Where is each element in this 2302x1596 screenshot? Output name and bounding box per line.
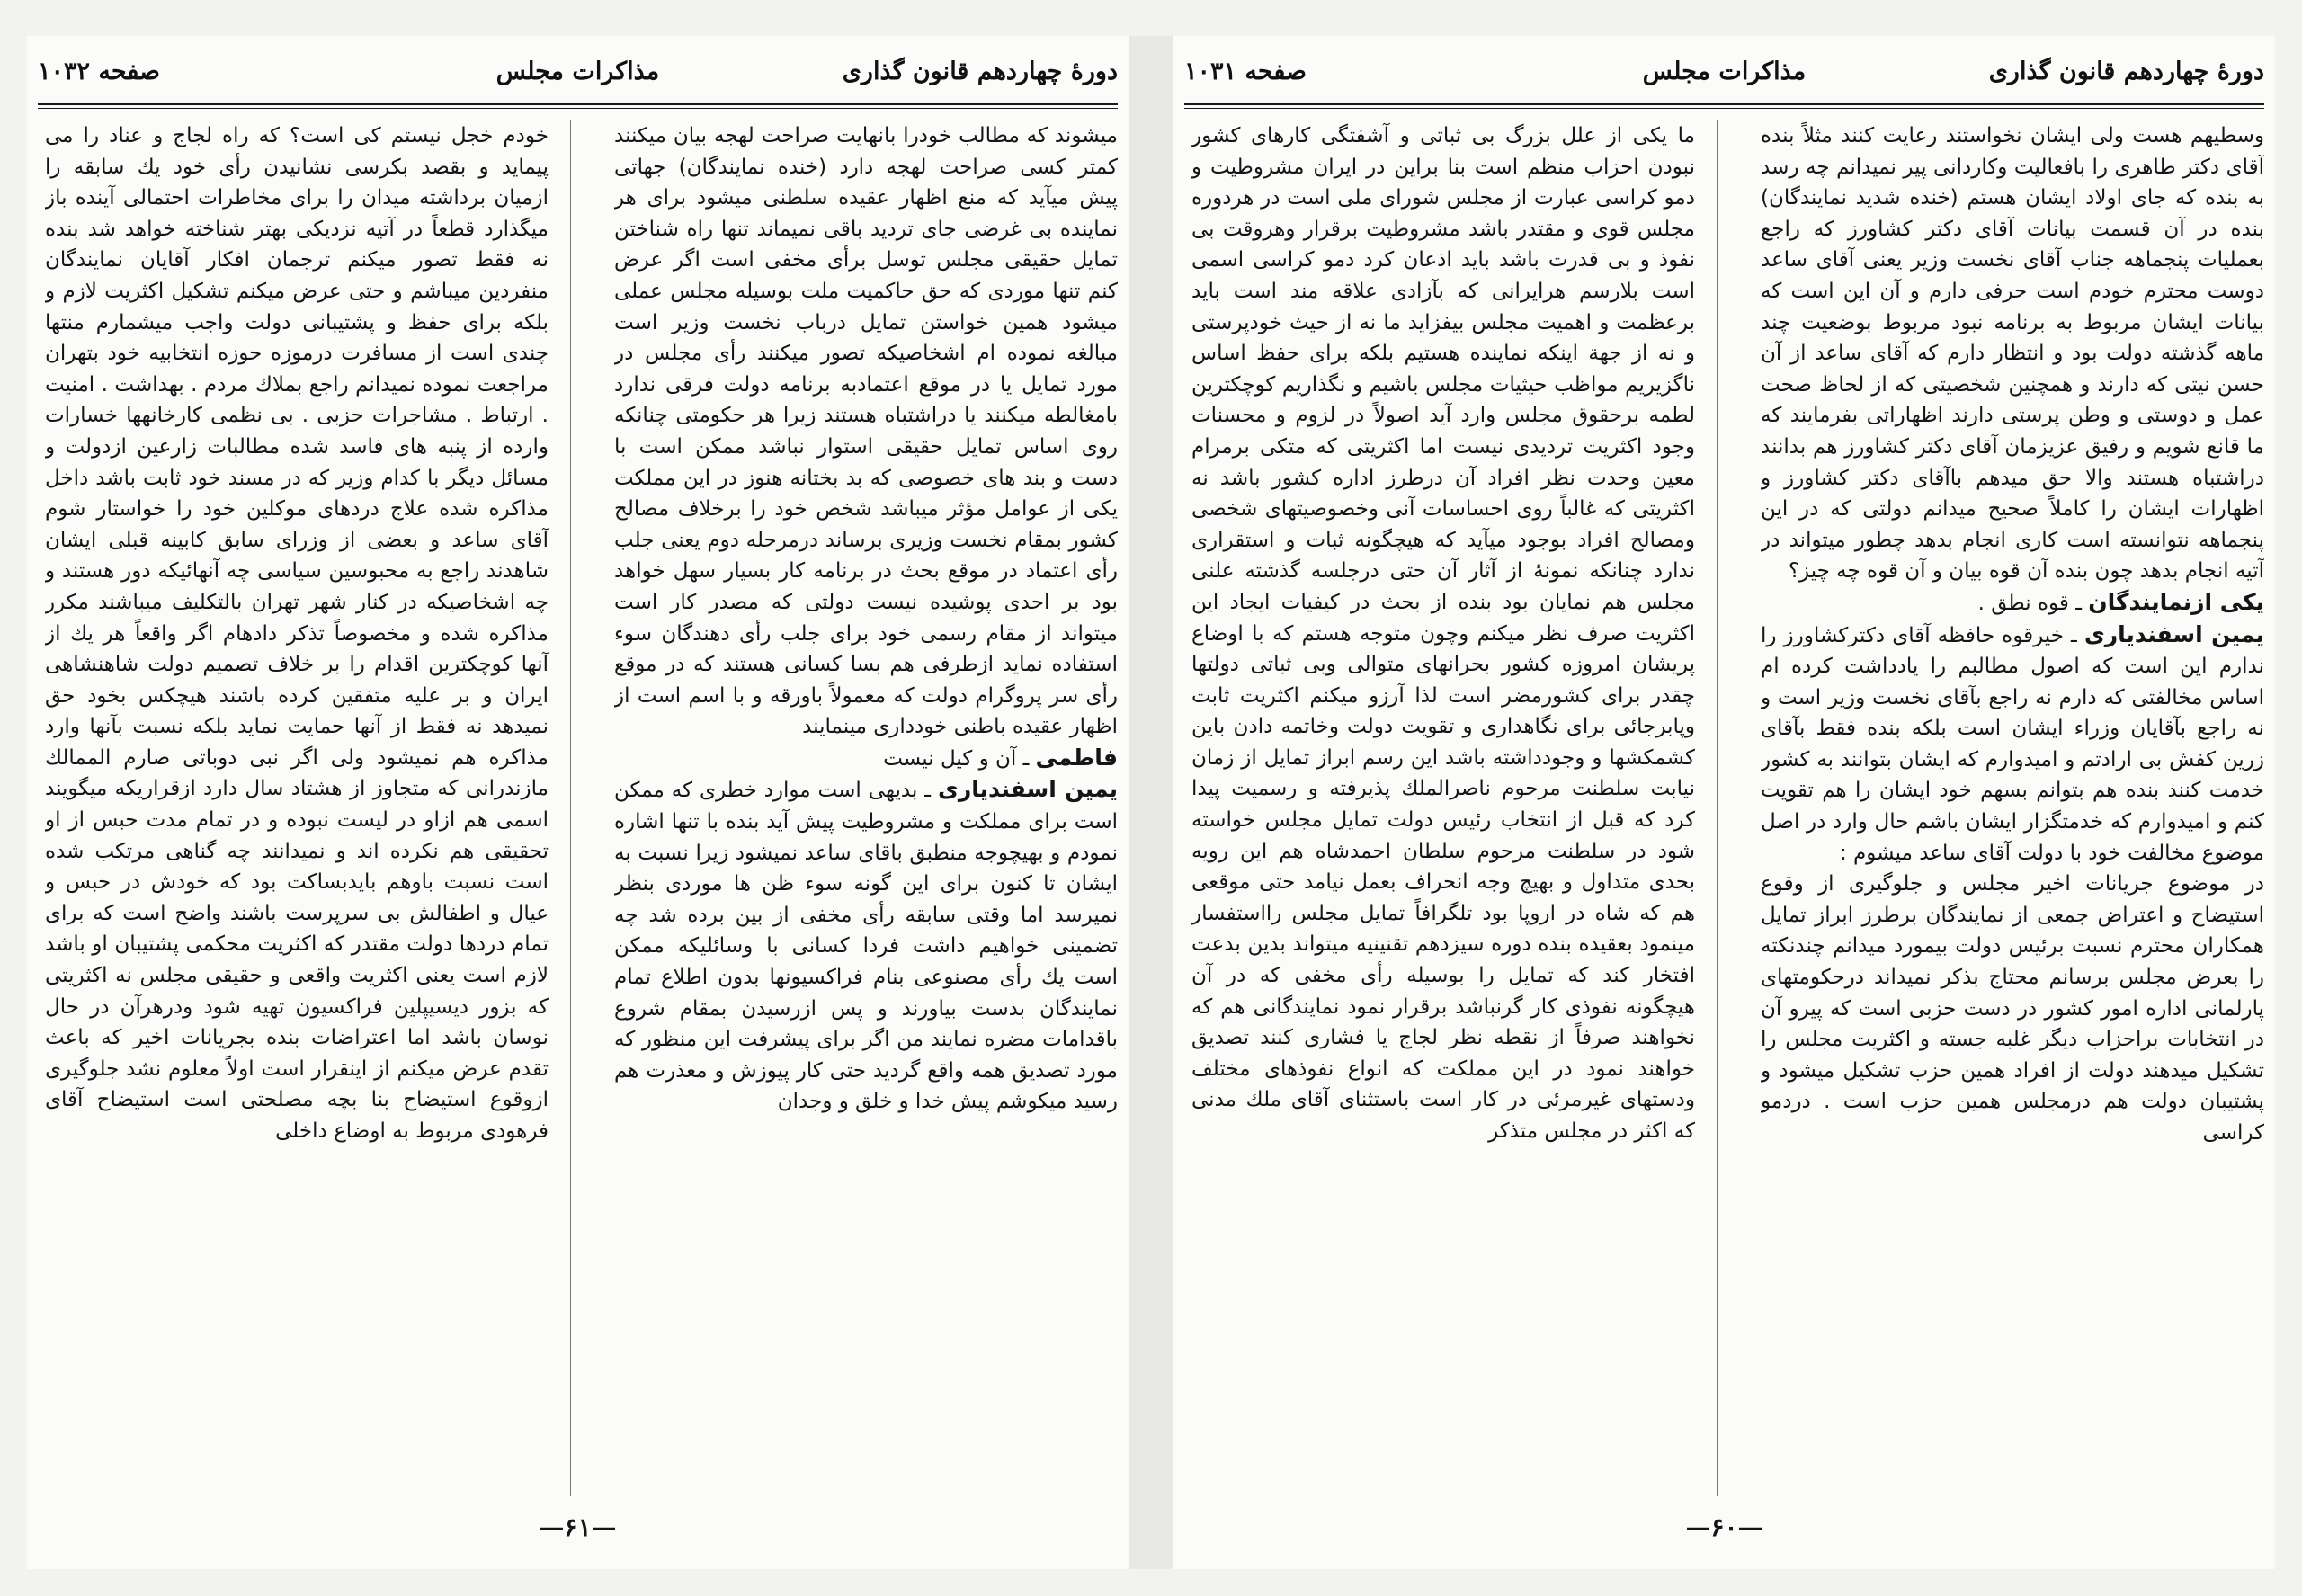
- speech-text: ـ آن و کیل نیست: [883, 746, 1030, 771]
- session-title: دورهٔ چهاردهم قانون گذاری: [1988, 58, 2264, 85]
- running-head: [38, 49, 1118, 97]
- paragraph: ما یکی از علل بزرگ بی ثباتی و آشفتگی کارهای کشور نبودن احزاب منظم است بنا براین در ایران مشروطیت و دمو کراسی عبارت از مجلس شورای ملی است در هردوره مجلس قوی و مقتدر باشد مشروطیت برقرار وهروقت بی نفوذ و بی قدرت باشد باید اذعان کرد دمو کراسی اسمی است بلارسم هرایرانی که بآزادی علاقه مند است باید برعظمت و اهمیت مجلس بیفزاید ما نه از حیث خودپرستی و نه از جهة اینکه نماینده هستیم بلکه برای حفظ اساس ناگزیریم مواظب حیثیات مجلس باشیم و نگذاریم کوچکترین لطمه برحقوق مجلس وارد آید اصولاً در لزوم و محسنات وجود اکثریت تردیدی نیست اما اکثریتی که متکی برمرام معین وحدت نظر افراد آن درطرز اداره کشور باشد نه اکثریتی که غالباً روی احساسات آنی وخصوصیتهای شخصی ومصالح افراد بوجود میآید که هیچگونه ثبات و استقراری ندارد چنانکه نمونهٔ از آثار آن حتی درجلسه گذشته علنی مجلس هم نمایان بود بنده از بحث در کیفیات ایجاد این اکثریت صرف نظر میکنم وچون متوجه هستم که با اوضاع پریشان امروزه کشور بحرانهای متوالی وبی ثباتی دولتها چقدر برای کشورمضر است لذا آرزو میکنم اکثریت ثابت وپابرجائی برای نگاهداری و تقویت دولت وخاتمه دادن باین کشمکشها و وجودداشته باشد این رسم ابراز تمایل از زمان نیابت سلطنت مرحوم ناصرالملك پذیرفته و رسمیت پیدا کرد که قبل از انتخاب رئیس دولت تمایل مجلس خواسته شود در سلطنت مرحوم سلطان احمدشاه هم این رویه بحدی متداول و بهیچ وجه انحراف بعمل نیامد حتی موقعی هم که شاه در اروپا بود تلگرافاً تمایل مجلس رااستفسار مینمود بعقیده بنده دوره سیزدهم تقنینیه میتواند بدین بدعت افتخار کند که تمایل را بوسیله رأی مخفی که در آن هیچگونه نفوذی کار گرنباشد برقرار نمود نمایندگانی هم که نخواهند صرفاً از نقطه نظر لجاج یا فشاری کنند تصدیق خواهند نمود در این مملکت که انواع نفوذهای مختلف ودستهای غیرمرئی در کار است باستثنای آقای ملك مدنی که اکثر در مجلس متذکر: [1191, 124, 1695, 1143]
- speaker-line: [1761, 587, 2264, 620]
- header-rule: [38, 103, 1118, 109]
- session-title: دورهٔ چهاردهم قانون گذاری: [842, 58, 1118, 85]
- text-column-right: [614, 120, 1118, 1496]
- page-number-label: صفحه ۱۰۳۲: [38, 58, 160, 85]
- text-column-left: [1191, 120, 1695, 1496]
- text-column-right: [1761, 120, 2264, 1496]
- paragraph: وسطیهم هست ولی ایشان نخواستند رعایت کنند مثلاً بنده آقای دکتر طاهری را بافعالیت وکاردانی پیر نمیدانم چه رسد به بنده که جای اولاد ایشان هستم (خنده شدید نمایندگان) بنده در آن قسمت بیانات آقای دکتر کشاورز که راجع بعملیات پنجماهه جناب آقای نخست وزیر یعنی آقای ساعد دوست محترم خودم است حرفی دارم و آن این است که بیانات ایشان مربوط به برنامه نبود مربوط بوضعیت چند ماهه گذشته دولت بود و انتظار دارم که آقای ساعد از آن حسن نیتی که دارند و همچنین شخصیتی که از لحاظ صحت عمل و دوستی و وطن پرستی دارند اظهاراتی بفرمایند که ما قانع شویم و رفیق عزیزمان آقای دکتر کشاورز هم بدانند دراشتباه هستند والا حق میدهم باآقای دکتر کشاورز و اظهارات ایشان را کاملاً صحیح میدانم دولتی که در این پنجماهه نتوانسته است کاری انجام بدهد چطور میتواند در آتیه انجام بدهد چون بنده آن قوه بیان و آن قوه چه چیز؟: [1761, 124, 2264, 584]
- paragraph: در موضوع جریانات اخیر مجلس و جلوگیری از وقوع استیضاح و اعتراض جمعی از نمایندگان برطرز ابراز تمایل همکاران محترم نسبت برئیس دولت بیمورد میدانم چندنکته را بعرض مجلس برسانم محتاج بذکر نمیداند درحکومتهای پارلمانی اداره امور کشور در دست حزبی است که پیرو آن در انتخابات براحزاب دیگر غلبه جسته و اکثریت مجلس را تشکیل میدهند دولت از افراد همین حزب تشکیل میشود و پشتیبان دولت هم درمجلس همین حزب است . دردمو کراسی: [1761, 872, 2264, 1145]
- speaker-name: یمین اسفندیاری: [2083, 620, 2264, 647]
- speaker-line: [1761, 620, 2264, 869]
- speaker-line: [614, 774, 1118, 1118]
- running-title: مذاکرات مجلس: [495, 58, 660, 85]
- running-title: مذاکرات مجلس: [1642, 58, 1807, 85]
- folio-number: —۶۱—: [539, 1512, 617, 1542]
- speaker-name: فاطمی: [1035, 744, 1118, 771]
- paragraph: خودم خجل نیستم کی است؟ که راه لجاج و عناد را می پیماید و بقصد بکرسی نشانیدن رأی خود یك سابقه را ازمیان برداشته میدان را برای مخاطرات احتمالی آینده باز میگذارد قطعاً در آتیه نزدیکی بهتر شناخته خواهد شد بنده نه فقط تصور میکنم ترجمان افکار آقایان نمایندگان منفردین میباشم و حتی عرض میکنم تشکیل اکثریت لازم و بلکه برای حفظ و پشتیبانی دولت واجب میشمارم منتها چندی است از مسافرت درموزه حوزه انتخابیه خود بتهران مراجعت نموده نمیدانم راجع بملاك مردم . بهداشت . امنیت . ارتباط . مشاجرات حزبی . بی نظمی کارخانهها خسارات وارده از پنبه های فاسد شده مطالبات زارعین ازدولت و مسائل دیگر با کدام وزیر که در مسند خود ثابت باشد داخل مذاکره شده علاج دردهای موکلین خود را خواستار شوم آقای ساعد و بعضی از وزرای سابق کابینه قبلی ایشان شاهدند راجع به محبوسین سیاسی چه آنهائیکه دور هستند و چه اشخاصیکه در کنار شهر تهران بالتکلیف میباشند مکرر مذاکره شده و مخصوصاً تذکر دادهام اگر واقعاً هر یك از آنها کوچکترین اقدام را بر خلاف تصمیم دولت شاهنشاهی ایران و بر علیه متفقین کرده باشند هیچکس بخود حق نمیدهد نه فقط از آنها حمایت نماید بلکه نسبت بآنها وارد مذاکره هم نمیشود ولی اگر نبی دوباتی صارم الممالك مازندرانی که متجاوز از هشتاد سال دارد ازقراریکه میگویند اسمی هم ازاو در لیست نبوده و در تمام مدت حبس از او تحقیقی هم نکرده اند و نمیدانند چه گناهی مرتکب شده است نسبت باوهم بایدبساکت بود که خودش در حبس و عیال و اطفالش بی سرپرست باشند واضح است که برای تمام دردها دولت مقتدر که اکثریت محکمی پشتیبان او باشد لازم است یعنی اکثریت واقعی و حقیقی مجلس نه اکثریتی که بزور دیسیپلین فراکسیون تهیه شود ودرهرآن در حال نوسان باشد اما اعتراضات بنده بجریانات اخیر که باعث تقدم عرض میکنم از اینقرار است اولاً معلوم نشد جلوگیری ازوقوع استیضاح بنا بچه مصلحتی است استیضاح آقای فرهودی مربوط به اوضاع داخلی: [45, 124, 549, 1143]
- speech-text: ـ خیرقوه حافظه آقای دکترکشاورز را ندارم این است که اصول مطالبم را یادداشت کرده ام اساس مخالفتی که دارم نه راجع بآقای نخست وزیر است و نه راجع بآقایان وزراء ایشان است بلکه بنده فقط بآقای زرین کفش بی ارادتم و امیدوارم که ایشان بتوانند به کشور خدمت کنند بنده هم بتوانم بسهم خود ایشان را هم تقویت کنم و امیدوارم که خدمتگزار ایشان باشم حال وارد در اصل موضوع مخالفت خود با دولت آقای ساعد میشوم :: [1761, 623, 2264, 865]
- header-rule: [1184, 103, 2264, 109]
- speaker-line: [614, 743, 1118, 775]
- speech-text: ـ قوه نطق .: [1977, 591, 2082, 615]
- page-number-label: صفحه ۱۰۳۱: [1184, 58, 1307, 85]
- running-head: [1184, 49, 2264, 97]
- book-gutter: [1129, 36, 1173, 1569]
- right-page: [1173, 36, 2275, 1569]
- folio-number: —۶۰—: [1685, 1512, 1763, 1542]
- column-divider: [1717, 120, 1718, 1496]
- speech-text: ـ بدیهی است موارد خطری که ممکن است برای مملکت و مشروطیت پیش آید بنده با تنها اشاره نمودم و بهیچوجه منطبق باقای ساعد نمیشود زیرا نسبت به ایشان تا کنون برای این گونه سوء ظن ها موردی بنظر نمیرسد اما وقتی سابقه رأی مخفی از بین برده شد چه تضمینی خواهیم داشت فردا کسانی با وسائلیکه ممکن است یك رأی مصنوعی بنام فراکسیونها بدون اطلاع تمام نمایندگان بدست بیاورند و پس ازرسیدن بمقام شروع باقدامات مضره نمایند من اگر برای پیشرفت این منظور که مورد تصدیق همه واقع گردید حتی کار پیوزش و معذرت هم رسید میکوشم پیش خدا و خلق و وجدان: [614, 779, 1118, 1114]
- speaker-name: یمین اسفندیاری: [937, 776, 1118, 803]
- text-column-left: [45, 120, 549, 1496]
- left-page: [27, 36, 1129, 1569]
- column-divider: [570, 120, 571, 1496]
- paragraph: میشوند که مطالب خودرا بانهایت صراحت لهجه بیان میکنند کمتر کسی صراحت لهجه دارد (خنده نمایندگان) جهاتی پیش میآید که منع اظهار عقیده سلطنی میشود برای هر نماینده بی غرضی جای تردید باقی نمیماند تنها راه شناختن تمایل حقیقی مجلس توسل برأی مخفی است اگر عرض کنم تنها موردی که حق حاکمیت ملت بوسیله مجلس عملی میشود همین خواستن تمایل درباب نخست وزیر است مبالغه نموده ام اشخاصیکه تصور میکنند رأی مجلس در مورد تمایل یا در موقع اعتمادبه برنامه دولت فرقی ندارد بامغالطه میکنند یا دراشتباه هستند زیرا هر حکومتی چنانکه روی اساس تمایل حقیقی استوار نباشد ممکن است با دست و بند های خصوصی که بد بختانه هنوز در این مملکت یکی از عوامل مؤثر میباشد شخص خود را برخلاف مصالح کشور بمقام نخست وزیری برساند درمرحله دوم یعنی جلب رأی اعتماد در موقع بحث در برنامه کار بسیار سهل خواهد بود بر احدی پوشیده نیست دولتی که مصدر کار است میتواند از مقام رسمی خود برای جلب رأی دهندگان سوء استفاده نماید ازطرفی هم بسا کسانی هستند که در موقع رأی سر پروگرام دولت که معمولاً باورقه و با اسم است از اظهار عقیده باطنی خودداری مینمایند: [614, 124, 1118, 739]
- speaker-name: یکی ازنمایندگان: [2088, 588, 2264, 615]
